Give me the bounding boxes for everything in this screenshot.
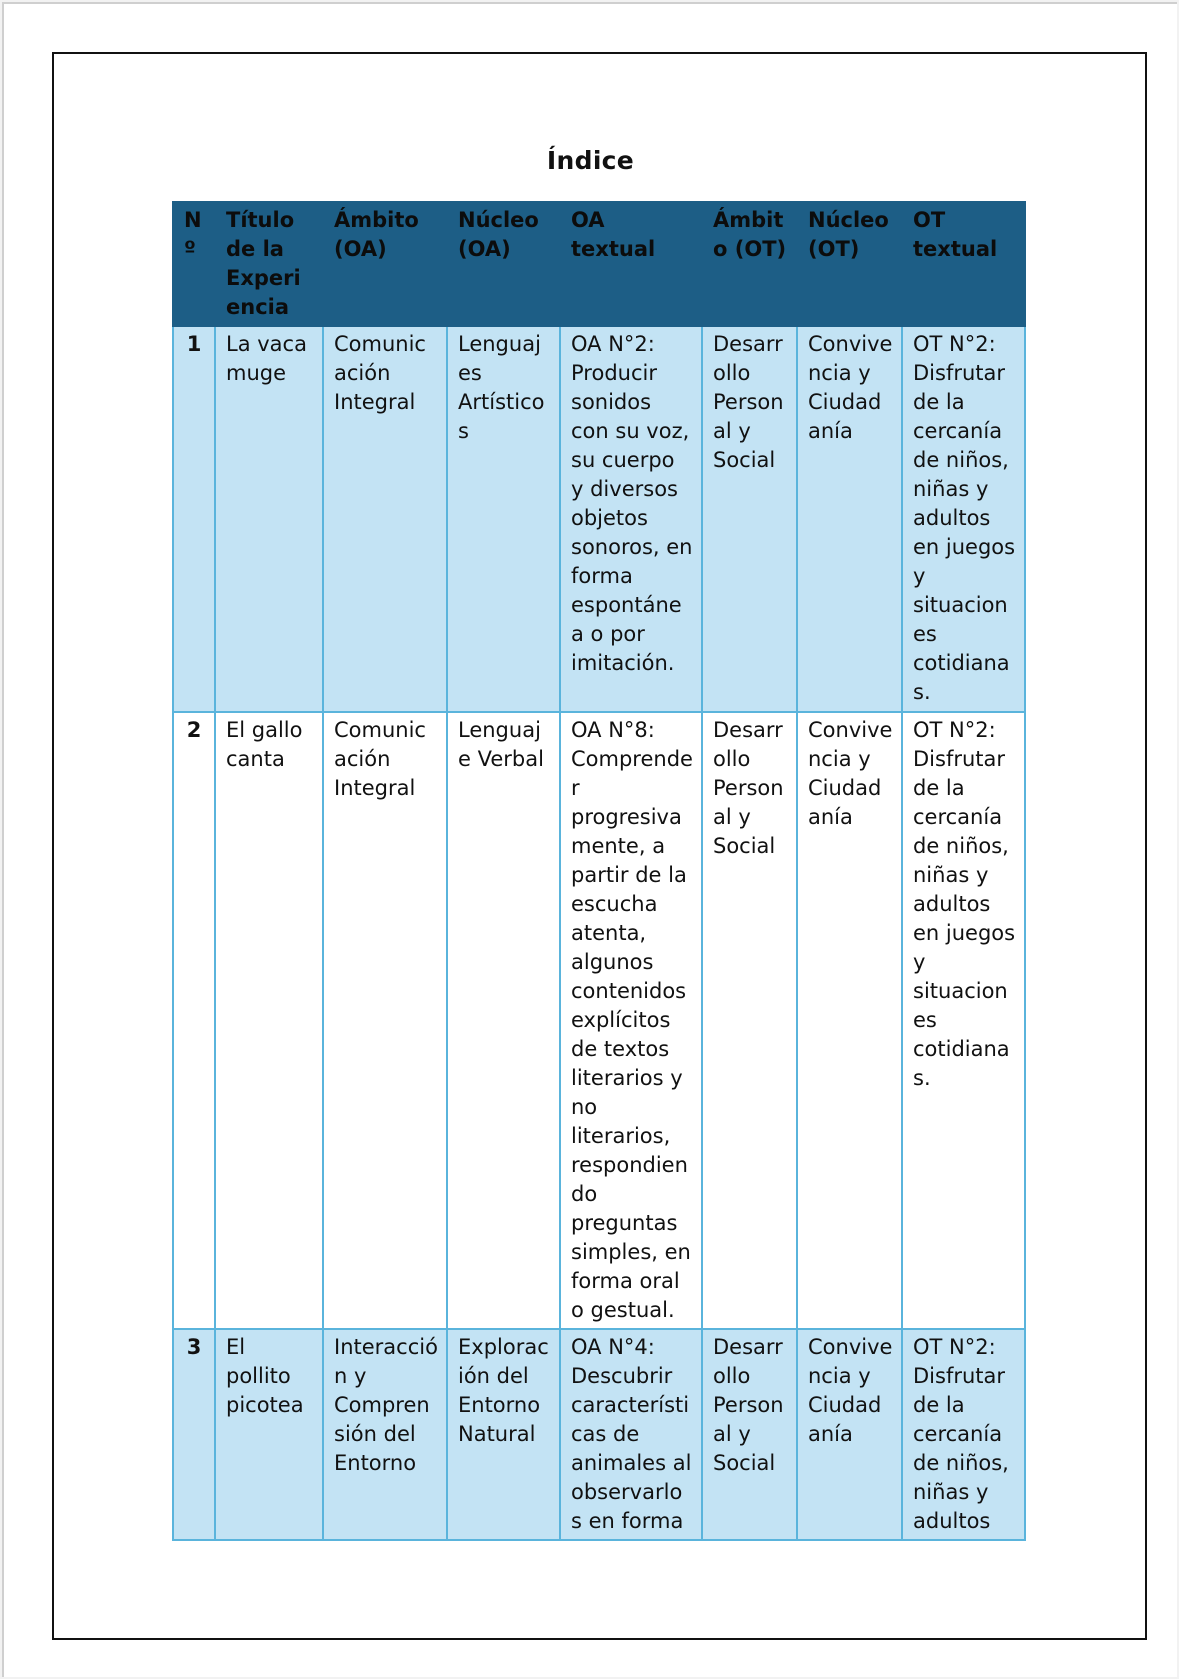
cell-titulo: El gallo canta xyxy=(215,712,323,1329)
header-oa-textual: OA textual xyxy=(560,202,702,326)
cell-ambito-oa: Comunicación Integral xyxy=(323,326,447,712)
table-row xyxy=(173,326,1025,712)
cell-oa-textual: OA N°4: Descubrir características de animales al observarlos en forma xyxy=(560,1329,702,1540)
cell-nucleo-oa: Exploración del Entorno Natural xyxy=(447,1329,560,1540)
cell-ambito-ot: Desarrollo Personal y Social xyxy=(702,1329,797,1540)
table-row xyxy=(173,1329,1025,1540)
index-table xyxy=(172,201,1026,1541)
table-header-row xyxy=(173,202,1025,326)
cell-ambito-oa: Comunicación Integral xyxy=(323,712,447,1329)
cell-numero: 1 xyxy=(173,326,215,712)
cell-nucleo-ot: Convivencia y Ciudadanía xyxy=(797,1329,902,1540)
header-nucleo-ot: Núcleo (OT) xyxy=(797,202,902,326)
page xyxy=(2,2,1177,1677)
header-titulo: Título de la Experiencia xyxy=(215,202,323,326)
cell-oa-textual: OA N°2: Producir sonidos con su voz, su cuerpo y diversos objetos sonoros, en forma espontánea o por imitación. xyxy=(560,326,702,712)
cell-nucleo-oa: Lenguaje Verbal xyxy=(447,712,560,1329)
cell-titulo: El pollito picotea xyxy=(215,1329,323,1540)
cell-nucleo-ot: Convivencia y Ciudadanía xyxy=(797,712,902,1329)
cell-numero: 3 xyxy=(173,1329,215,1540)
cell-numero: 2 xyxy=(173,712,215,1329)
cell-ambito-ot: Desarrollo Personal y Social xyxy=(702,712,797,1329)
document-title: Índice xyxy=(546,146,635,175)
cell-titulo: La vaca muge xyxy=(215,326,323,712)
cell-nucleo-ot: Convivencia y Ciudadanía xyxy=(797,326,902,712)
cell-ambito-ot: Desarrollo Personal y Social xyxy=(702,326,797,712)
header-ambito-ot: Ámbito (OT) xyxy=(702,202,797,326)
header-ot-textual: OT textual xyxy=(902,202,1025,326)
cell-ot-textual: OT N°2: Disfrutar de la cercanía de niños, niñas y adultos xyxy=(902,1329,1025,1540)
cell-nucleo-oa: Lenguajes Artísticos xyxy=(447,326,560,712)
table-row xyxy=(173,712,1025,1329)
header-nucleo-oa: Núcleo (OA) xyxy=(447,202,560,326)
header-ambito-oa: Ámbito (OA) xyxy=(323,202,447,326)
cell-ot-textual: OT N°2: Disfrutar de la cercanía de niños, niñas y adultos en juegos y situaciones cotidianas. xyxy=(902,712,1025,1329)
cell-oa-textual: OA N°8: Comprender progresivamente, a partir de la escucha atenta, algunos contenidos explícitos de textos literarios y no literarios, respondiendo preguntas simples, en forma oral o gestual. xyxy=(560,712,702,1329)
cell-ot-textual: OT N°2: Disfrutar de la cercanía de niños, niñas y adultos en juegos y situaciones cotidianas. xyxy=(902,326,1025,712)
header-numero: Nº xyxy=(173,202,215,326)
cell-ambito-oa: Interacción y Comprensión del Entorno xyxy=(323,1329,447,1540)
